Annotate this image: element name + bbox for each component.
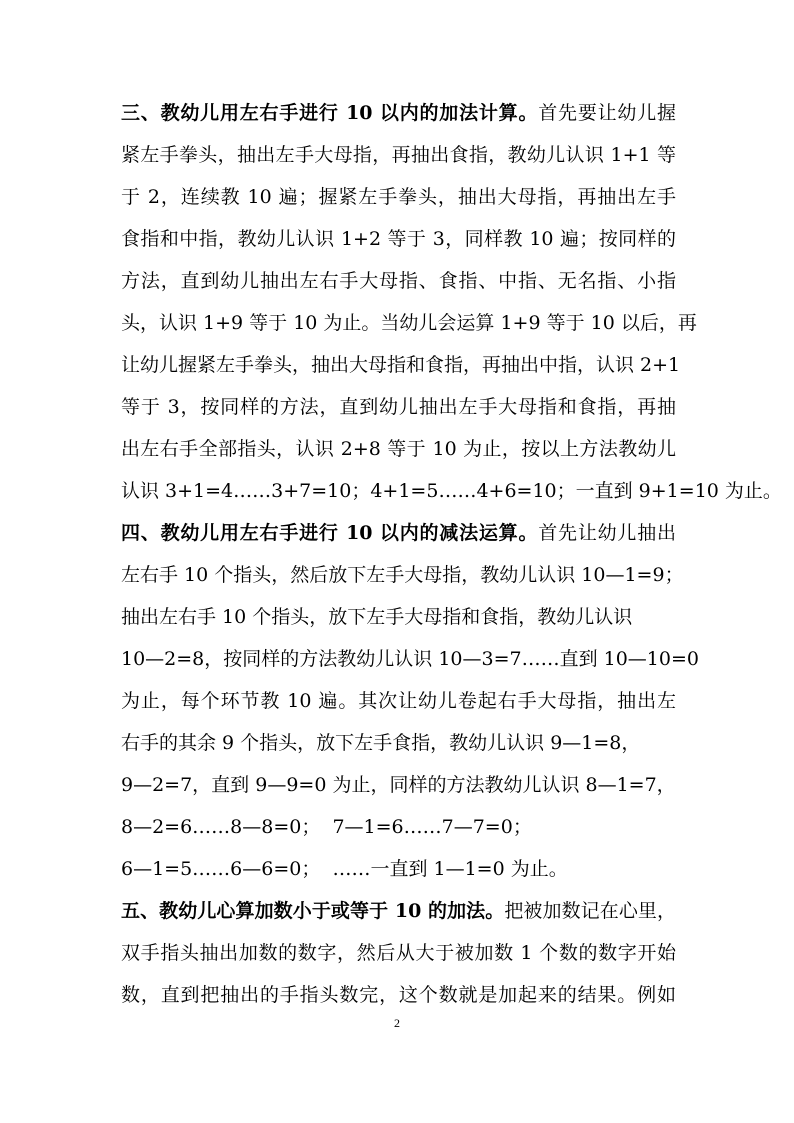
section-heading: 五、教幼儿心算加数小于或等于 10 的加法。 xyxy=(121,900,505,922)
text-line: 让幼儿握紧左手拳头，抽出大母指和食指，再抽出中指，认识 2+1 xyxy=(121,354,681,376)
text-line: 6—1=5……6—6=0； ……一直到 1—1=0 为止。 xyxy=(121,858,568,880)
text-line: 为止，每个环节教 10 遍。其次让幼儿卷起右手大母指，抽出左 xyxy=(121,690,676,712)
section-addition xyxy=(121,92,782,512)
section-heading: 三、教幼儿用左右手进行 10 以内的加法计算。 xyxy=(121,102,539,124)
page-number: 2 xyxy=(394,1016,400,1030)
text-line: 出左右手全部指头，认识 2+8 等于 10 为止，按以上方法教幼儿 xyxy=(121,438,676,460)
section-heading: 四、教幼儿用左右手进行 10 以内的减法运算。 xyxy=(121,522,539,544)
text-line: 紧左手拳头，抽出左手大母指，再抽出食指，教幼儿认识 1+1 等 xyxy=(121,144,676,166)
text-line: 食指和中指，教幼儿认识 1+2 等于 3，同样教 10 遍；按同样的 xyxy=(121,228,676,250)
text-line: 三、教幼儿用左右手进行 10 以内的加法计算。首先要让幼儿握 xyxy=(121,102,676,124)
text-line: 抽出左右手 10 个指头，放下左手大母指和食指，教幼儿认识 xyxy=(121,606,633,628)
text-line: 于 2，连续教 10 遍；握紧左手拳头，抽出大母指，再抽出左手 xyxy=(121,186,676,208)
text-line: 9—2=7，直到 9—9=0 为止，同样的方法教幼儿认识 8—1=7， xyxy=(121,774,676,796)
text-line: 等于 3，按同样的方法，直到幼儿抽出左手大母指和食指，再抽 xyxy=(121,396,676,418)
text-line: 认识 3+1=4……3+7=10；4+1=5……4+6=10；一直到 9+1=10 为止。 xyxy=(121,480,782,502)
section-subtraction xyxy=(121,512,699,890)
text-line: 右手的其余 9 个指头，放下左手食指，教幼儿认识 9—1=8， xyxy=(121,732,641,754)
text-line: 头，认识 1+9 等于 10 为止。当幼儿会运算 1+9 等于 10 以后，再 xyxy=(121,312,697,334)
text-line: 数，直到把抽出的手指头数完，这个数就是加起来的结果。例如 xyxy=(121,984,676,1006)
text-line: 10—2=8，按同样的方法教幼儿认识 10—3=7……直到 10—10=0 xyxy=(121,648,699,670)
section-mental-addition xyxy=(121,890,676,1016)
text-line: 五、教幼儿心算加数小于或等于 10 的加法。把被加数记在心里， xyxy=(121,900,676,922)
text-line: 左右手 10 个指头，然后放下左手大母指，教幼儿认识 10—1=9； xyxy=(121,564,684,586)
text-line: 方法，直到幼儿抽出左右手大母指、食指、中指、无名指、小指 xyxy=(121,270,676,292)
text-line: 四、教幼儿用左右手进行 10 以内的减法运算。首先让幼儿抽出 xyxy=(121,522,676,544)
text-line: 双手指头抽出加数的数字，然后从大于被加数 1 个数的数字开始 xyxy=(121,942,676,964)
text-line: 8—2=6……8—8=0； 7—1=6……7—7=0； xyxy=(121,816,532,838)
